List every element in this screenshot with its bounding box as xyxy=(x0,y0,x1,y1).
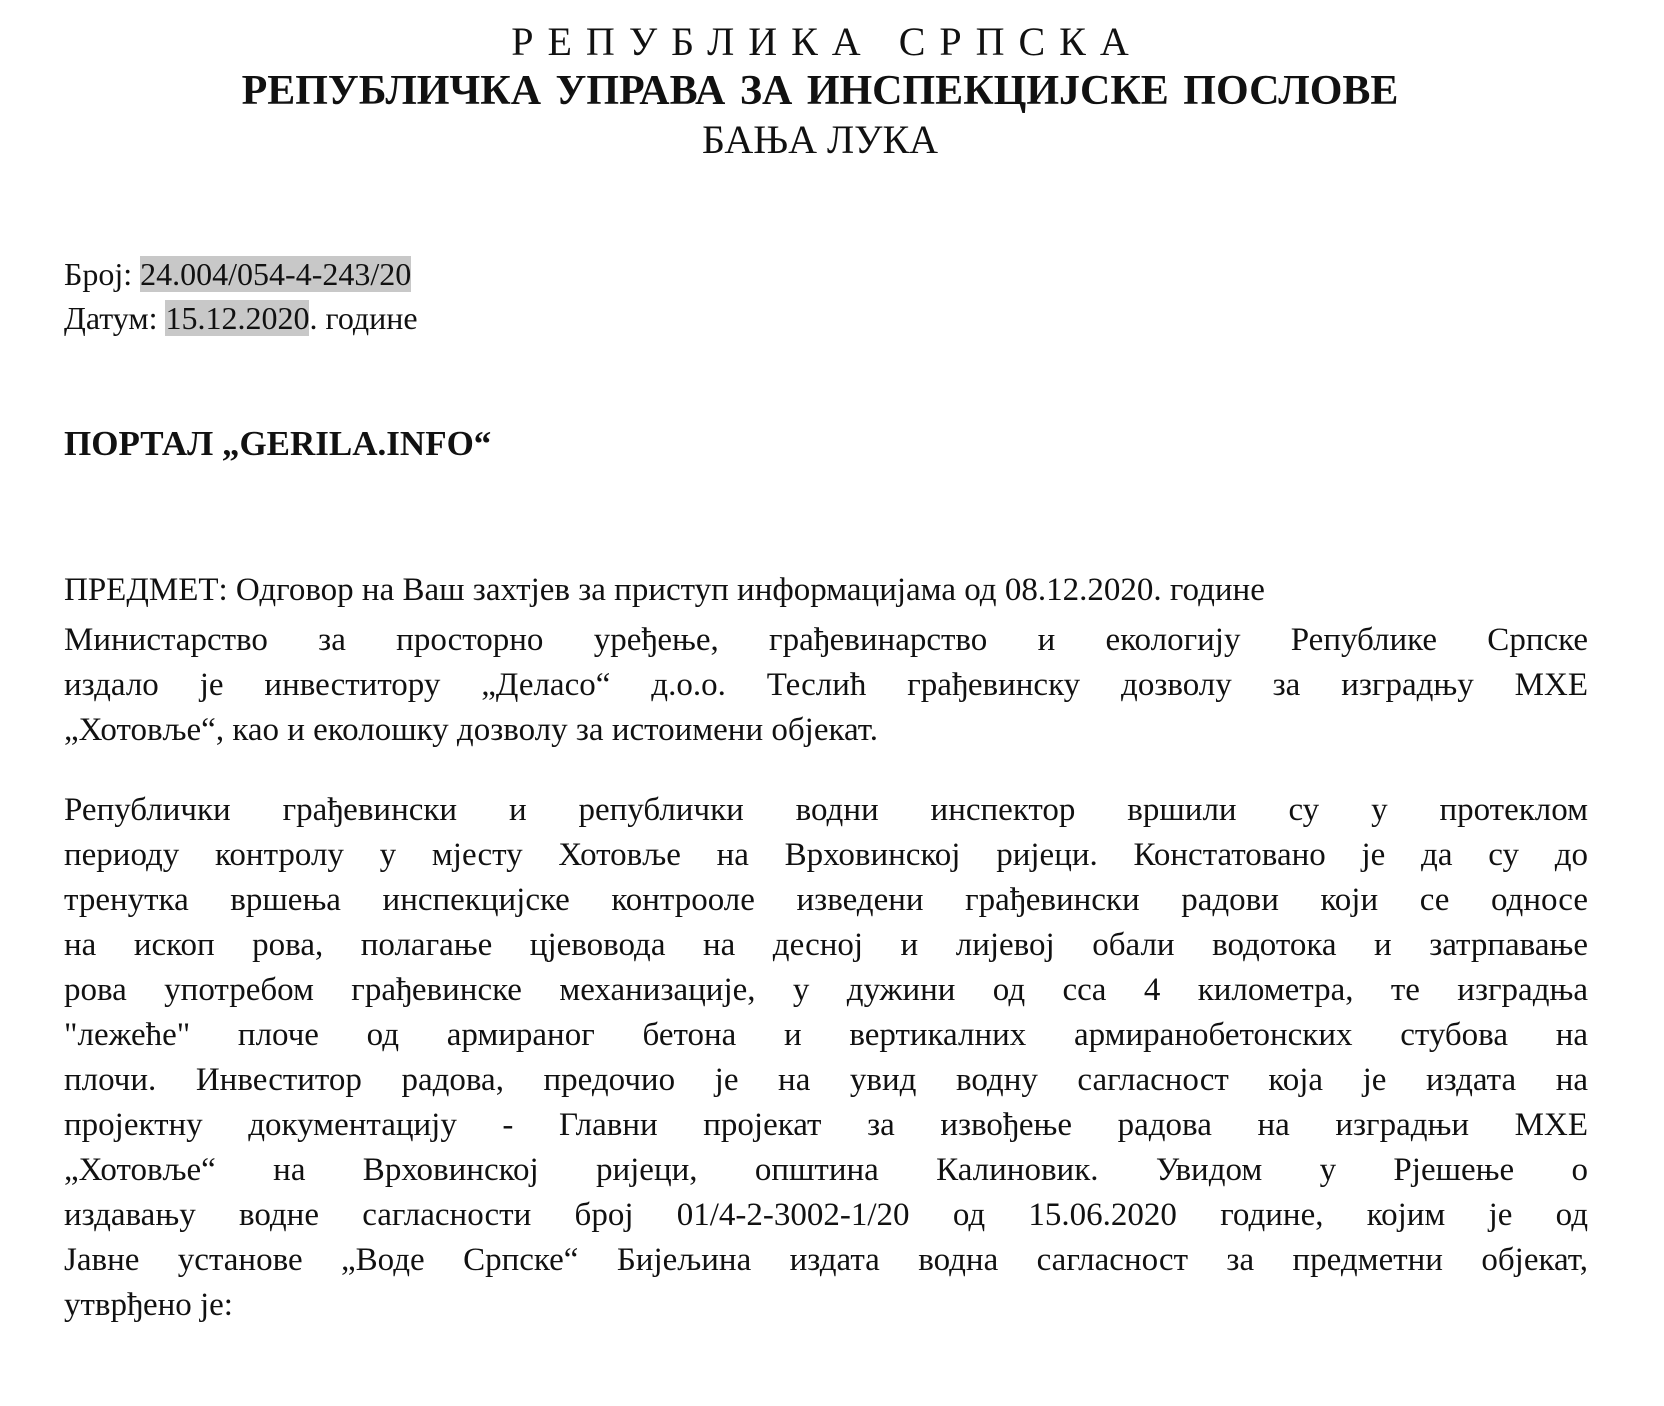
paragraph-2-line: издавању водне сагласности број 01/4-2-3002-1/20 од 15.06.2020 године, којим је од xyxy=(64,1197,1588,1233)
paragraph-1 xyxy=(64,618,1588,753)
paragraph-2-line: на ископ рова, полагање цјевовода на десној и лијевој обали водотока и затрпавање xyxy=(64,927,1588,963)
paragraph-2-line: тренутка вршења инспекцијске контрооле изведени грађевински радови који се односе xyxy=(64,882,1588,918)
date-suffix: . године xyxy=(309,300,418,336)
paragraph-2-line: „Хотовље“ на Врховинској ријеци, општина Калиновик. Увидом у Рјешење о xyxy=(64,1152,1588,1188)
date-line xyxy=(64,296,418,340)
number-line xyxy=(64,252,418,296)
paragraph-2-line: Јавне установе „Воде Српске“ Бијељина издата водна сагласност за предметни објекат, xyxy=(64,1242,1588,1278)
paragraph-1-line: издало је инвеститору „Деласо“ д.о.о. Теслић грађевинску дозволу за изградњу МХЕ xyxy=(64,667,1588,703)
paragraph-2 xyxy=(64,788,1588,1328)
paragraph-2-line: рова употребом грађевинске механизације, у дужини од cca 4 километра, те изградња xyxy=(64,972,1588,1008)
paragraph-2-line: утврђено је: xyxy=(64,1287,233,1323)
number-value: 24.004/054-4-243/20 xyxy=(140,256,412,292)
city-name: БАЊА ЛУКА xyxy=(701,117,939,162)
paragraph-2-line: Републички грађевински и републички водни инспектор вршили су у протеклом xyxy=(64,792,1588,828)
number-label: Број: xyxy=(64,256,141,292)
document-meta xyxy=(64,252,418,340)
document-header xyxy=(0,18,1640,164)
paragraph-1-line: Министарство за просторно уређење, грађевинарство и екологију Републике Српске xyxy=(64,622,1588,658)
paragraph-2-line: периоду контролу у мјесту Хотовље на Врховинској ријеци. Констатовано је да су до xyxy=(64,837,1588,873)
recipient-title: ПОРТАЛ „GERILA.INFO“ xyxy=(64,424,492,463)
subject-line: ПРЕДМЕТ: Одговор на Ваш захтјев за приступ информацијама од 08.12.2020. године xyxy=(64,572,1265,608)
paragraph-1-line: „Хотовље“, као и еколошку дозволу за истоимени објекат. xyxy=(64,712,878,748)
paragraph-2-line: "лежеће" плоче од армираног бетона и вертикалних армиранобетонских стубова на xyxy=(64,1017,1588,1053)
republic-name: РЕПУБЛИКА СРПСКА xyxy=(511,19,1143,64)
paragraph-2-line: плочи. Инвеститор радова, предочио је на увид водну сагласност која је издата на xyxy=(64,1062,1588,1098)
paragraph-2-line: пројектну документацију - Главни пројекат за извођење радова на изградњи МХЕ xyxy=(64,1107,1588,1143)
date-value: 15.12.2020 xyxy=(165,300,310,336)
agency-name: РЕПУБЛИЧКА УПРАВА ЗА ИНСПЕКЦИЈСКЕ ПОСЛОВЕ xyxy=(241,68,1399,114)
date-label: Датум: xyxy=(64,300,166,336)
